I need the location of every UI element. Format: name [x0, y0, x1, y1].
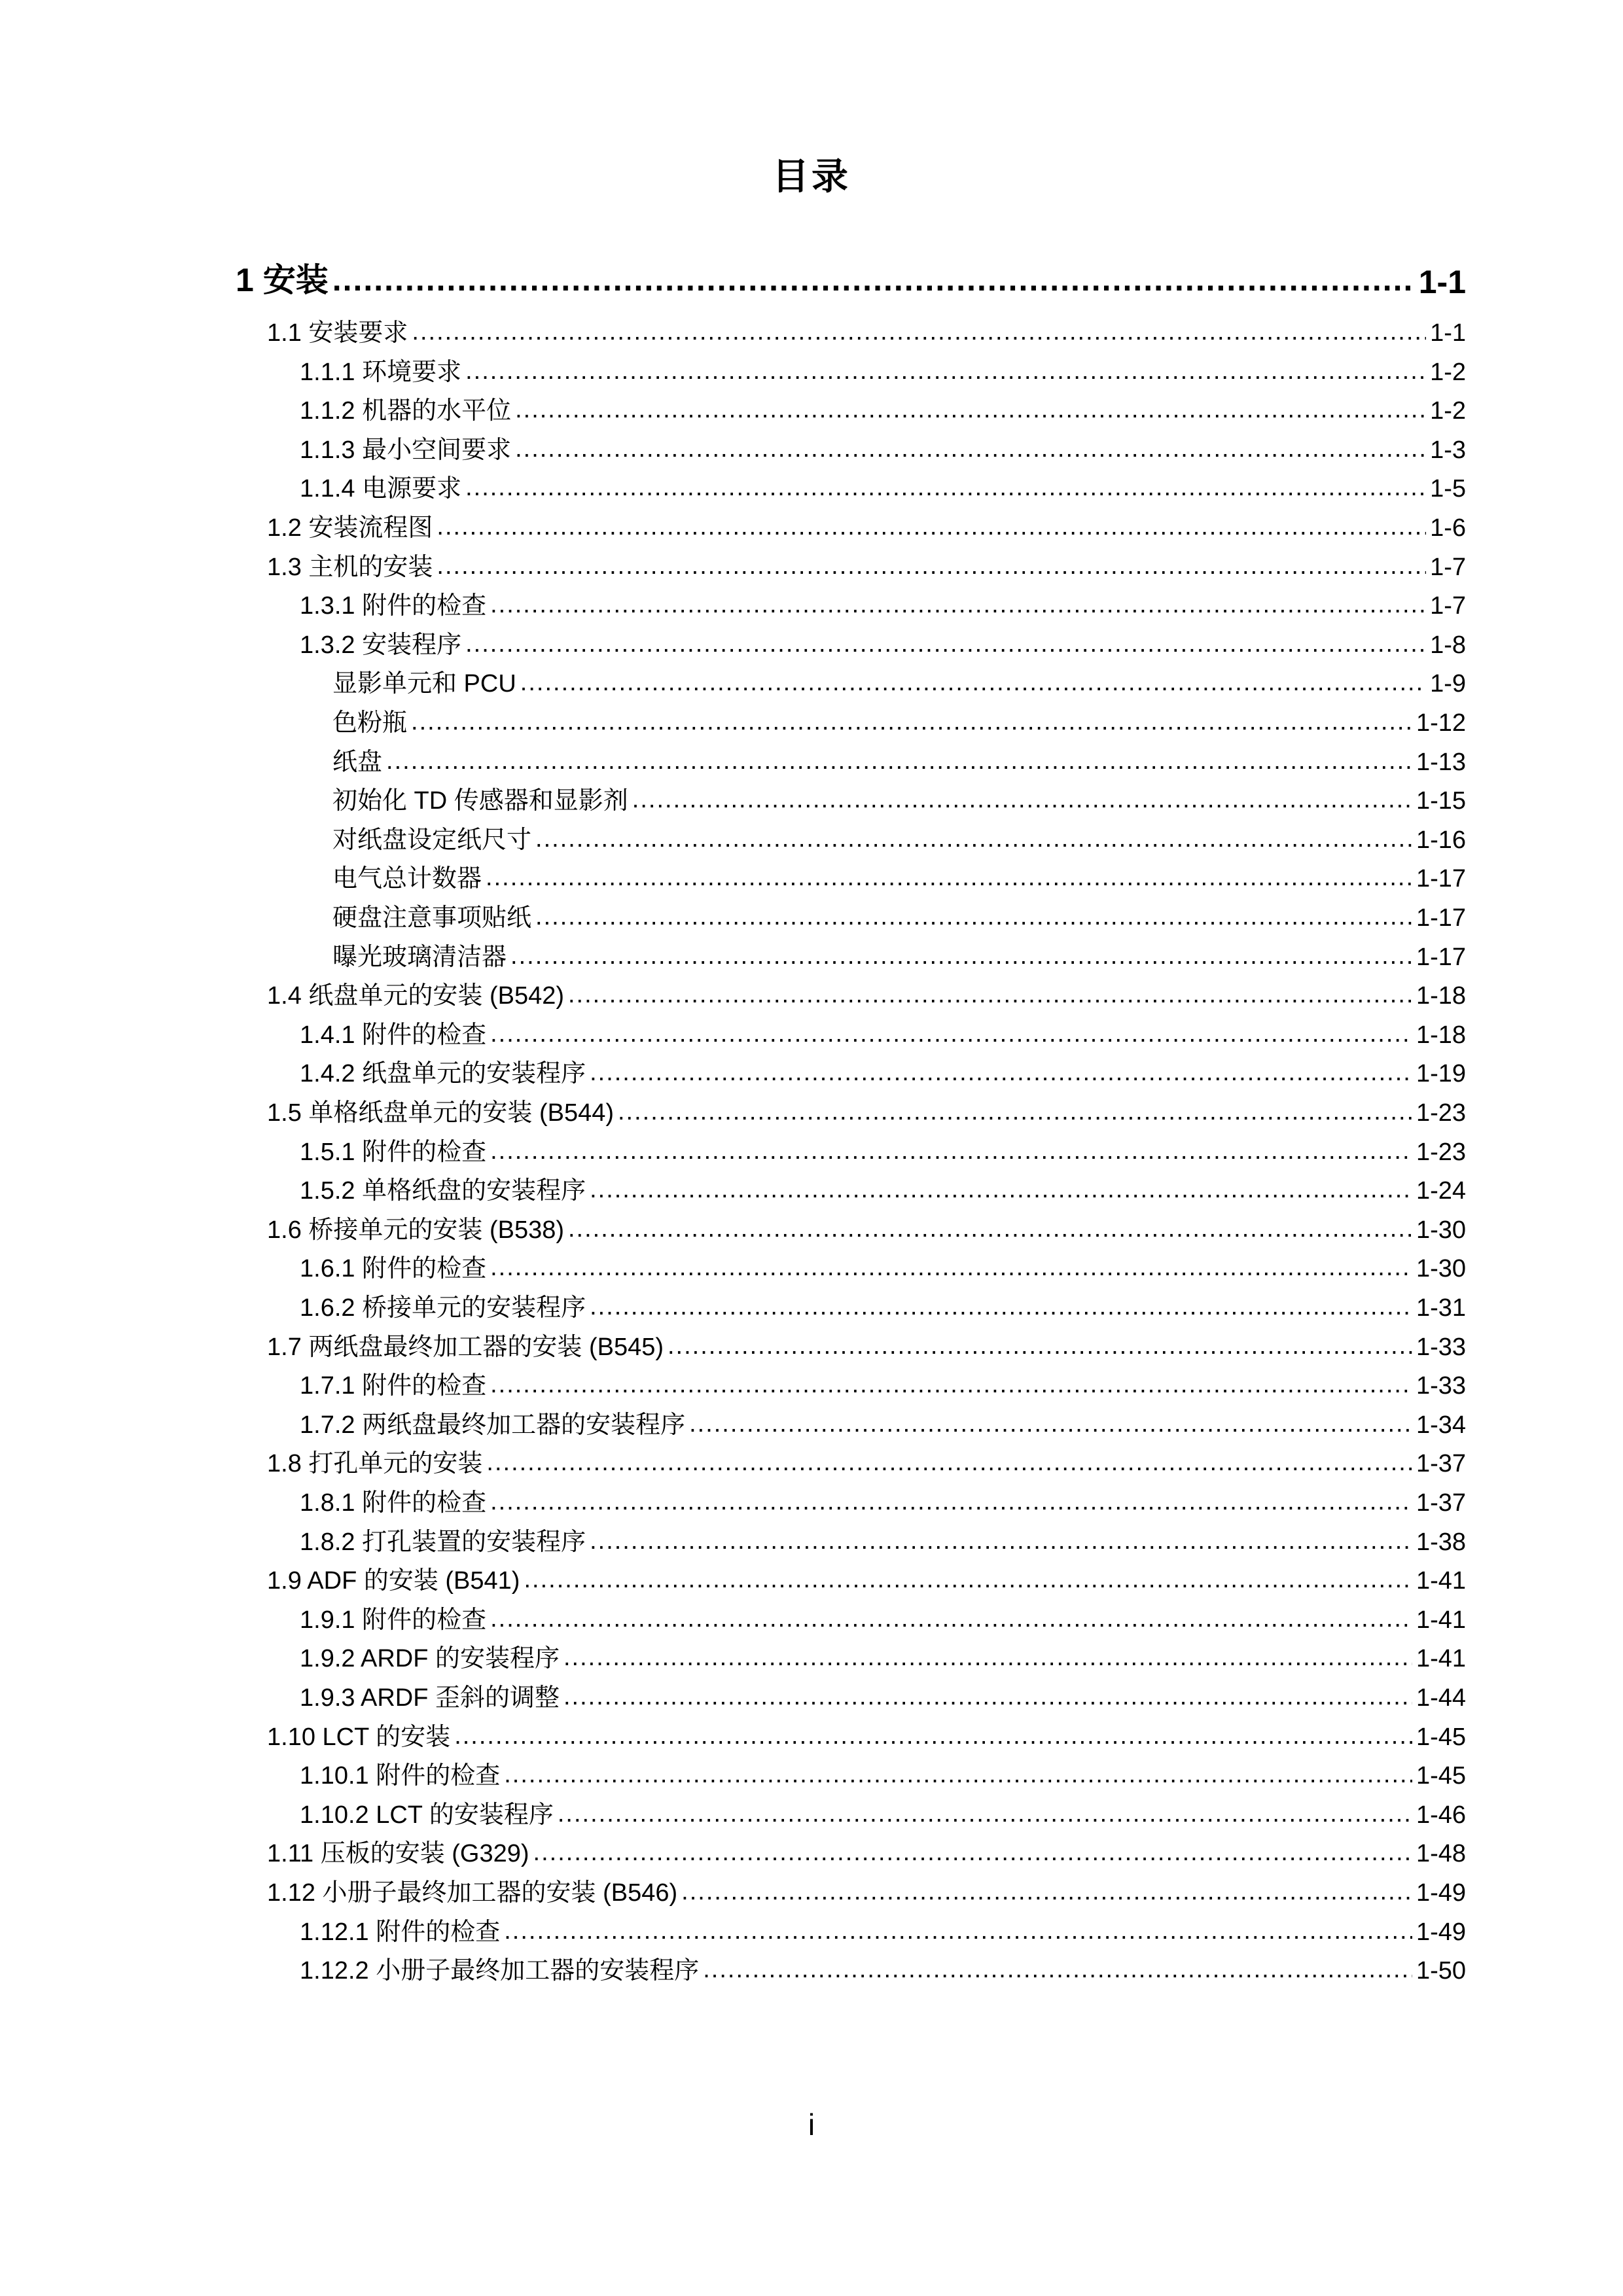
toc-entry-label: 1.7 两纸盘最终加工器的安装 (B545) — [267, 1333, 664, 1361]
toc-leader-dots — [465, 475, 1426, 500]
toc-entry-page: 1-23 — [1416, 1138, 1466, 1166]
toc-entry-label: 1.6 桥接单元的安装 (B538) — [267, 1216, 564, 1244]
toc-leader-dots — [504, 1762, 1412, 1787]
toc-entry-page: 1-48 — [1416, 1840, 1466, 1868]
toc-entry-label: 1.3 主机的安装 — [267, 553, 433, 581]
toc-entry[interactable] — [236, 1400, 1466, 1438]
toc-entry[interactable] — [236, 1205, 1466, 1243]
toc-entry-page: 1-16 — [1416, 826, 1466, 854]
toc-entry-page: 1-23 — [1416, 1099, 1466, 1127]
toc-entry-label: 1.4 纸盘单元的安装 (B542) — [267, 982, 564, 1010]
toc-entry[interactable] — [236, 308, 1466, 345]
toc-entry[interactable] — [236, 1828, 1466, 1866]
toc-entry[interactable] — [236, 892, 1466, 930]
toc-leader-dots — [486, 865, 1412, 890]
toc-leader-dots — [668, 1333, 1412, 1358]
toc-leader-dots — [465, 631, 1426, 656]
toc-entry[interactable] — [236, 815, 1466, 853]
toc-entry-label: 1.9.3 ARDF 歪斜的调整 — [300, 1684, 560, 1712]
toc-entry-label: 1.5.2 单格纸盘的安装程序 — [300, 1177, 586, 1205]
toc-leader-dots — [568, 1216, 1412, 1241]
toc-chapter-label: 1 安装 — [236, 262, 329, 298]
toc-entry[interactable] — [236, 1087, 1466, 1125]
toc-leader-dots — [590, 1177, 1412, 1202]
toc-entry-page: 1-49 — [1416, 1879, 1466, 1907]
toc-entry-page: 1-45 — [1416, 1723, 1466, 1751]
toc-leader-dots — [437, 554, 1426, 578]
toc-entry[interactable] — [236, 1945, 1466, 1983]
toc-entry[interactable] — [236, 542, 1466, 580]
toc-leader-dots — [590, 1294, 1412, 1319]
toc-leader-dots — [703, 1957, 1412, 1982]
toc-entry[interactable] — [236, 1555, 1466, 1593]
toc-entry-page: 1-7 — [1430, 592, 1466, 620]
toc-entry-label: 对纸盘设定纸尺寸 — [332, 826, 532, 854]
toc-entry-label: 1.1.3 最小空间要求 — [300, 436, 512, 464]
toc-leader-dots — [558, 1801, 1412, 1826]
toc-entry[interactable] — [236, 658, 1466, 696]
toc-entry-label: 1.1 安装要求 — [267, 319, 408, 347]
toc-entry-label: 1.4.2 纸盘单元的安装程序 — [300, 1060, 586, 1088]
toc-leader-dots — [515, 436, 1426, 461]
toc-leader-dots — [520, 670, 1426, 695]
toc-entry-label: 纸盘 — [332, 748, 383, 776]
toc-entry-label: 1.9 ADF 的安装 (B541) — [267, 1567, 520, 1595]
toc-entry-page: 1-13 — [1416, 748, 1466, 776]
toc-entry-page: 1-17 — [1416, 865, 1466, 893]
toc-entry-page: 1-41 — [1416, 1567, 1466, 1595]
toc-entry-page: 1-30 — [1416, 1216, 1466, 1244]
toc-entry[interactable] — [236, 737, 1466, 775]
footer-page-number: i — [808, 2108, 815, 2142]
toc-entry[interactable] — [236, 1712, 1466, 1750]
toc-entry-label: 1.8.2 打孔装置的安装程序 — [300, 1528, 586, 1556]
toc-entry-page: 1-18 — [1416, 1021, 1466, 1049]
toc-entry-label: 显影单元和 PCU — [332, 670, 516, 698]
toc-entry-label: 1.12.2 小册子最终加工器的安装程序 — [300, 1957, 700, 1985]
toc-chapter-page: 1-1 — [1418, 264, 1466, 300]
toc-entry-page: 1-33 — [1416, 1372, 1466, 1400]
toc-entry-page: 1-24 — [1416, 1177, 1466, 1205]
toc-entry-label: 1.1.4 电源要求 — [300, 475, 462, 503]
toc-entry-page: 1-44 — [1416, 1684, 1466, 1712]
toc-entry[interactable] — [236, 1517, 1466, 1555]
toc-entry[interactable] — [236, 1360, 1466, 1398]
toc-entry-page: 1-5 — [1430, 475, 1466, 503]
toc-entry-label: 1.3.2 安装程序 — [300, 631, 462, 659]
toc-entry-page: 1-1 — [1430, 319, 1466, 347]
toc-leader-dots — [490, 1021, 1412, 1046]
toc-entry[interactable] — [236, 1633, 1466, 1671]
toc-entry-page: 1-31 — [1416, 1294, 1466, 1322]
toc-entry-page: 1-33 — [1416, 1333, 1466, 1361]
toc-entry-label: 1.7.1 附件的检查 — [300, 1372, 487, 1400]
page-title: 目录 — [772, 156, 851, 198]
toc-entry-label: 1.5.1 附件的检查 — [300, 1138, 487, 1166]
toc-entry-page: 1-18 — [1416, 982, 1466, 1010]
toc-entry-label: 1.10.2 LCT 的安装程序 — [300, 1801, 554, 1829]
toc-entry-page: 1-17 — [1416, 943, 1466, 971]
toc-entry-label: 电气总计数器 — [332, 865, 482, 893]
toc-entry-page: 1-17 — [1416, 904, 1466, 932]
toc-entry-label: 初始化 TD 传感器和显影剂 — [332, 787, 628, 815]
toc-entry[interactable] — [236, 853, 1466, 891]
toc-entry[interactable] — [236, 970, 1466, 1008]
toc-entry-label: 曝光玻璃清洁器 — [332, 943, 507, 971]
toc-entry[interactable] — [236, 463, 1466, 501]
toc-entry-label: 1.9.2 ARDF 的安装程序 — [300, 1645, 560, 1673]
toc-entry[interactable] — [236, 775, 1466, 813]
toc-leader-dots — [618, 1099, 1412, 1124]
toc-entry[interactable] — [236, 698, 1466, 735]
toc-leader-dots — [490, 1139, 1412, 1163]
toc-entry-label: 1.10.1 附件的检查 — [300, 1762, 501, 1790]
toc-entry-page: 1-6 — [1430, 514, 1466, 542]
toc-entry-page: 1-2 — [1430, 358, 1466, 386]
toc-entry[interactable] — [236, 1048, 1466, 1086]
toc-chapter-entry[interactable] — [236, 255, 1466, 301]
toc-entry-page: 1-37 — [1416, 1489, 1466, 1517]
toc-leader-dots — [386, 749, 1412, 773]
toc-entry-label: 1.4.1 附件的检查 — [300, 1021, 487, 1049]
toc-entry-label: 1.6.2 桥接单元的安装程序 — [300, 1294, 586, 1322]
toc-leader-dots — [590, 1060, 1412, 1085]
toc-entry-page: 1-15 — [1416, 787, 1466, 815]
toc-entry-label: 1.9.1 附件的检查 — [300, 1606, 487, 1634]
toc-entry[interactable] — [236, 932, 1466, 970]
toc-leader-dots — [568, 982, 1412, 1007]
toc-entry[interactable] — [236, 1750, 1466, 1788]
toc-entry-label: 1.8.1 附件的检查 — [300, 1489, 487, 1517]
toc-leader-dots — [590, 1528, 1412, 1553]
toc-entry[interactable] — [236, 503, 1466, 540]
toc-leader-dots — [689, 1411, 1412, 1436]
toc-entry-page: 1-49 — [1416, 1918, 1466, 1946]
toc-entry-page: 1-41 — [1416, 1645, 1466, 1673]
toc-entry-page: 1-50 — [1416, 1957, 1466, 1985]
toc-entry-page: 1-12 — [1416, 709, 1466, 737]
toc-leader-dots — [490, 1489, 1412, 1514]
toc-entry[interactable] — [236, 1867, 1466, 1905]
toc-entry-label: 1.12 小册子最终加工器的安装 (B546) — [267, 1879, 678, 1907]
toc-leader-dots — [490, 1255, 1412, 1280]
toc-entry[interactable] — [236, 580, 1466, 618]
toc-entry-label: 1.10 LCT 的安装 — [267, 1723, 451, 1751]
toc-entry[interactable] — [236, 1907, 1466, 1945]
toc-leader-dots — [490, 592, 1426, 617]
toc-entry-page: 1-41 — [1416, 1606, 1466, 1634]
toc-entry[interactable] — [236, 1127, 1466, 1165]
toc-entry[interactable] — [236, 1790, 1466, 1828]
toc-leader-dots — [510, 944, 1412, 968]
toc-leader-dots — [533, 1840, 1412, 1865]
toc-entry-page: 1-34 — [1416, 1411, 1466, 1439]
toc-entry[interactable] — [236, 347, 1466, 385]
toc-entry[interactable] — [236, 1438, 1466, 1476]
toc-leader-dots — [535, 826, 1412, 851]
toc-entry[interactable] — [236, 1282, 1466, 1320]
toc-entry-page: 1-46 — [1416, 1801, 1466, 1829]
toc-entry-label: 1.1.2 机器的水平位 — [300, 397, 512, 425]
toc-leader-dots — [681, 1879, 1412, 1904]
toc-entry-page: 1-9 — [1430, 670, 1466, 698]
toc-leader-dots — [437, 514, 1426, 539]
toc-leader-dots — [465, 359, 1426, 383]
toc-entry-page: 1-3 — [1430, 436, 1466, 464]
toc-entry-page: 1-37 — [1416, 1450, 1466, 1478]
toc-leader-dots — [411, 709, 1412, 734]
toc-leader-dots — [454, 1723, 1412, 1748]
toc-entry-label: 1.2 安装流程图 — [267, 514, 433, 542]
toc-entry[interactable] — [236, 1595, 1466, 1633]
toc-leader-dots — [515, 397, 1426, 422]
toc-entry-page: 1-19 — [1416, 1060, 1466, 1088]
toc-leader-dots — [412, 319, 1426, 344]
toc-entry-label: 1.8 打孔单元的安装 — [267, 1450, 483, 1478]
toc-entry-label: 1.6.1 附件的检查 — [300, 1255, 487, 1283]
toc-entry[interactable] — [236, 1322, 1466, 1360]
toc-leader-dots — [490, 1606, 1412, 1631]
toc-entry-label: 1.7.2 两纸盘最终加工器的安装程序 — [300, 1411, 686, 1439]
toc-leader-dots — [486, 1450, 1412, 1475]
toc-entry[interactable] — [236, 1165, 1466, 1203]
toc-entry-label: 1.5 单格纸盘单元的安装 (B544) — [267, 1099, 614, 1127]
toc-entry-label: 色粉瓶 — [332, 709, 408, 737]
toc-leader-dots — [332, 260, 1415, 298]
toc-entry-page: 1-8 — [1430, 631, 1466, 659]
toc-entry[interactable] — [236, 1243, 1466, 1281]
toc-entry[interactable] — [236, 1010, 1466, 1048]
toc-entry-label: 1.1.1 环境要求 — [300, 358, 462, 386]
toc-entry-label: 1.11 压板的安装 (G329) — [267, 1840, 529, 1868]
toc-entry[interactable] — [236, 1672, 1466, 1710]
toc-leader-dots — [563, 1684, 1412, 1709]
toc-entry-page: 1-38 — [1416, 1528, 1466, 1556]
toc-entry-page: 1-30 — [1416, 1255, 1466, 1283]
toc-leader-dots — [490, 1372, 1412, 1397]
toc-leader-dots — [504, 1918, 1412, 1943]
toc-entry[interactable] — [236, 1477, 1466, 1515]
toc-entry-label: 1.12.1 附件的检查 — [300, 1918, 501, 1946]
toc-entry[interactable] — [236, 385, 1466, 423]
toc-leader-dots — [535, 904, 1412, 929]
toc-entry-page: 1-45 — [1416, 1762, 1466, 1790]
toc-entry-label: 1.3.1 附件的检查 — [300, 592, 487, 620]
toc-leader-dots — [632, 787, 1412, 812]
toc-leader-dots — [563, 1645, 1412, 1670]
toc-entry-label: 硬盘注意事项贴纸 — [332, 904, 532, 932]
toc-entry[interactable] — [236, 425, 1466, 463]
toc-entry[interactable] — [236, 620, 1466, 658]
toc-leader-dots — [524, 1567, 1412, 1592]
toc-entry-page: 1-2 — [1430, 397, 1466, 425]
toc-entry-page: 1-7 — [1430, 553, 1466, 581]
